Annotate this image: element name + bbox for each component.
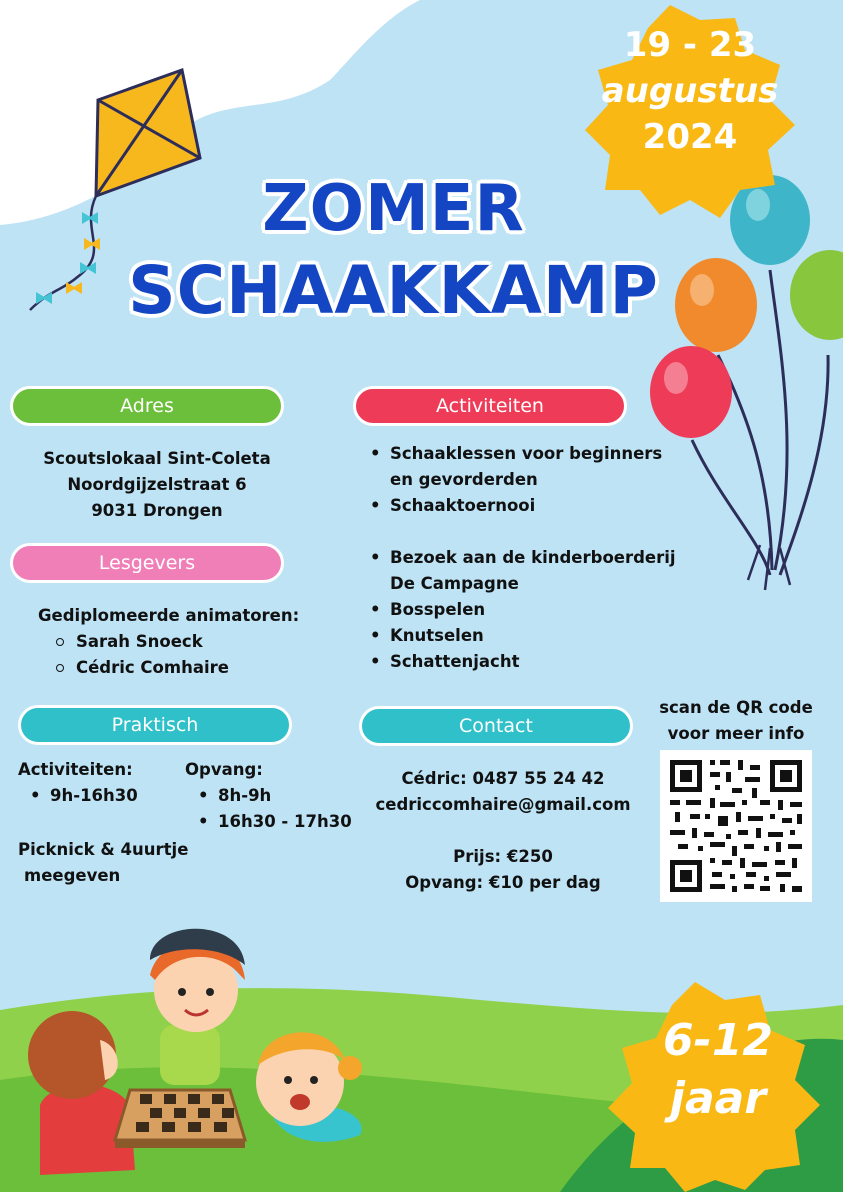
adres-label: Adres: [10, 386, 284, 426]
praktisch-activiteiten-title: Activiteiten:: [18, 760, 133, 779]
age-badge: [618, 1012, 818, 1128]
age-range: 6-12: [662, 1015, 774, 1066]
lesgevers-list: [50, 629, 229, 681]
time-item: • 16h30 - 17h30: [196, 809, 352, 835]
date-range: 19 - 23: [623, 25, 757, 65]
age-unit: jaar: [669, 1073, 767, 1124]
date-badge: [590, 22, 790, 160]
activiteiten-block: [368, 441, 678, 675]
activity-item: • Schaaktoernooi: [368, 493, 678, 519]
time-item: • 8h-9h: [196, 783, 352, 809]
date-year: 2024: [642, 117, 738, 157]
praktisch-note: [18, 837, 188, 889]
contact-label: Contact: [359, 706, 633, 746]
title-line-2: SCHAAKKAMP: [128, 252, 659, 329]
qr-caption: [648, 695, 824, 747]
lesgever-name: Sarah Snoeck: [50, 629, 229, 655]
note-line: Picknick & 4uurtje: [18, 840, 189, 859]
contact-email: cedriccomhaire@gmail.com: [375, 795, 631, 814]
contact-opvang-prijs: Opvang: €10 per dag: [405, 873, 601, 892]
activity-item: • Knutselen: [368, 623, 678, 649]
note-line: meegeven: [24, 866, 121, 885]
activiteiten-label: Activiteiten: [353, 386, 627, 426]
lesgevers-intro: Gediplomeerde animatoren:: [38, 606, 300, 625]
time-item: • 9h-16h30: [28, 783, 138, 809]
lesgevers-label: Lesgevers: [10, 543, 284, 583]
contact-prijs: Prijs: €250: [453, 847, 553, 866]
contact-block: [353, 766, 653, 896]
activity-item: • Bosspelen: [368, 597, 678, 623]
praktisch-opvang-title: Opvang:: [185, 760, 263, 779]
qr-code[interactable]: [660, 750, 812, 902]
title-line-1: ZOMER: [262, 172, 525, 246]
qr-caption-line: scan de QR code: [659, 698, 813, 717]
activity-item: • Schattenjacht: [368, 649, 678, 675]
praktisch-label: Praktisch: [18, 705, 292, 745]
contact-phone: Cédric: 0487 55 24 42: [401, 769, 605, 788]
adres-block: [10, 446, 304, 524]
praktisch-activiteiten-list: [28, 783, 138, 809]
lesgever-name: Cédric Comhaire: [50, 655, 229, 681]
date-month: augustus: [601, 71, 779, 111]
adres-line: Noordgijzelstraat 6: [67, 475, 247, 494]
praktisch-opvang-list: [196, 783, 352, 835]
adres-line: Scoutslokaal Sint-Coleta: [43, 449, 271, 468]
activity-item: • Bezoek aan de kinderboerderij De Campagne: [368, 545, 678, 597]
qr-code-icon: [660, 750, 812, 902]
adres-line: 9031 Drongen: [91, 501, 223, 520]
activity-item: • Schaaklessen voor beginners en gevorderden: [368, 441, 678, 493]
qr-caption-line: voor meer info: [667, 724, 805, 743]
